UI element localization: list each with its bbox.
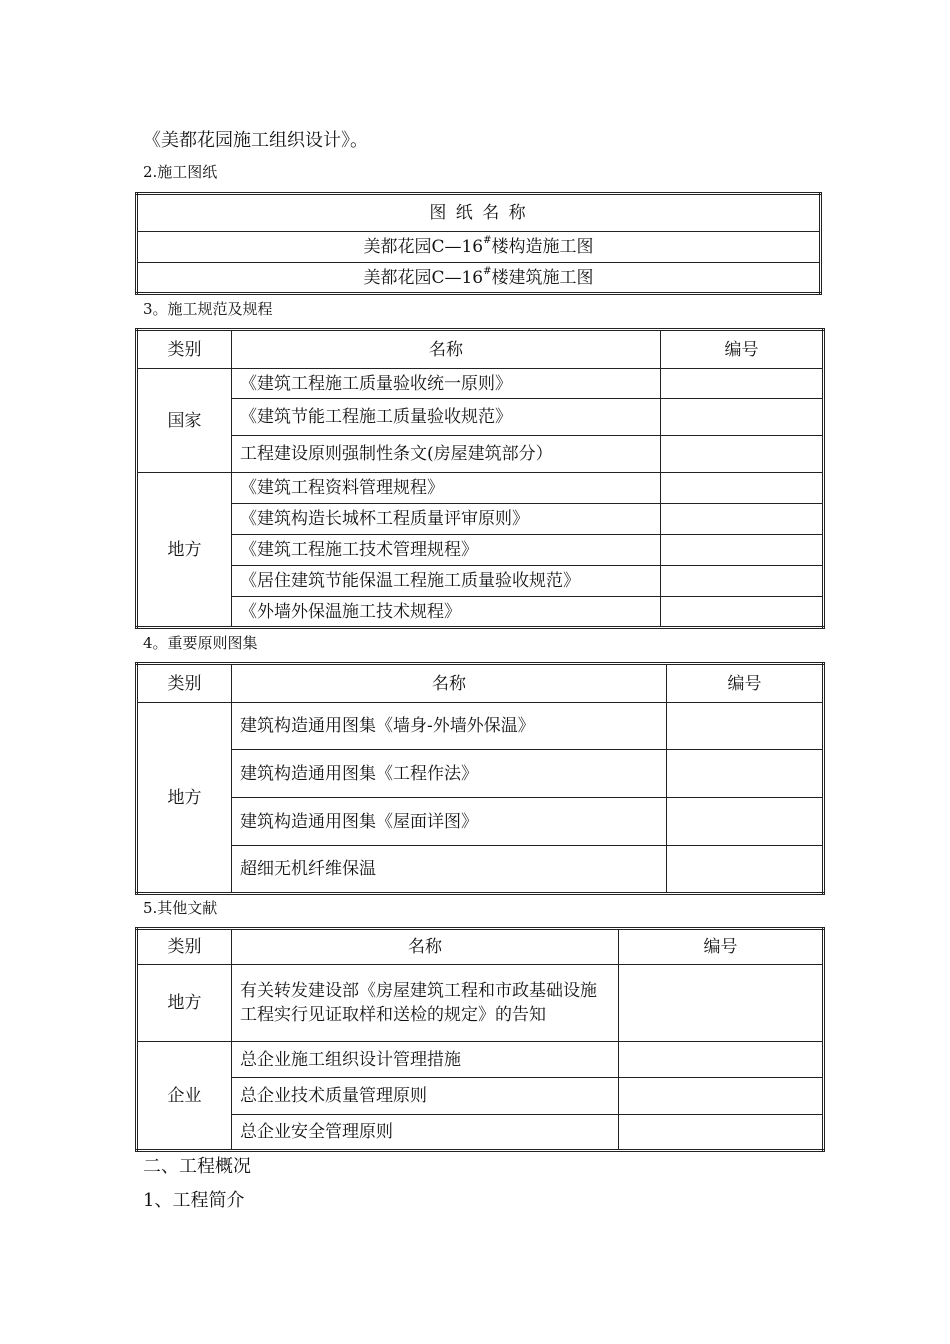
col-header-number: 编号 xyxy=(667,664,824,703)
col-header-name: 名称 xyxy=(232,664,667,703)
number-cell xyxy=(661,566,824,597)
number-cell xyxy=(667,750,824,798)
number-cell xyxy=(661,504,824,535)
sub-heading-intro: 1、工程简介 xyxy=(143,1190,245,1211)
col-header-name: 名称 xyxy=(232,929,619,965)
category-cell: 地方 xyxy=(137,473,232,628)
table-row: 工程建设原则强制性条文(房屋建筑部分） xyxy=(232,436,661,473)
category-cell: 企业 xyxy=(137,1042,232,1151)
table-row: 建筑构造通用图集《工程作法》 xyxy=(232,750,667,798)
section-heading-codes: 3。施工规范及规程 xyxy=(143,300,273,318)
number-cell xyxy=(619,1115,824,1151)
col-header-category: 类别 xyxy=(137,929,232,965)
col-header-category: 类别 xyxy=(137,664,232,703)
number-cell xyxy=(667,798,824,846)
number-cell xyxy=(661,597,824,628)
col-header-number: 编号 xyxy=(619,929,824,965)
col-header-category: 类别 xyxy=(137,330,232,369)
number-cell xyxy=(619,1078,824,1115)
number-cell xyxy=(619,965,824,1042)
intro-line: 《美都花园施工组织设计》。 xyxy=(143,130,368,151)
drawings-table xyxy=(135,192,822,295)
table-row: 建筑构造通用图集《屋面详图》 xyxy=(232,798,667,846)
category-cell: 国家 xyxy=(137,369,232,473)
table-row: 《建筑节能工程施工质量验收规范》 xyxy=(232,399,661,436)
part-heading-overview: 二、工程概况 xyxy=(143,1156,251,1177)
table-row: 美都花园C—16#楼建筑施工图 xyxy=(137,263,821,294)
table-row: 总企业技术质量管理原则 xyxy=(232,1078,619,1115)
table-row: 《居住建筑节能保温工程施工质量验收规范》 xyxy=(232,566,661,597)
drawings-table-header: 图 纸 名 称 xyxy=(137,194,821,232)
category-cell: 地方 xyxy=(137,703,232,894)
number-cell xyxy=(661,399,824,436)
category-cell: 地方 xyxy=(137,965,232,1042)
section-heading-other-docs: 5.其他文献 xyxy=(143,899,218,917)
table-row: 有关转发建设部《房屋建筑工程和市政基础设施工程实行见证取样和送检的规定》的告知 xyxy=(232,965,619,1042)
number-cell xyxy=(667,703,824,750)
number-cell xyxy=(619,1042,824,1078)
table-row: 《建筑工程施工质量验收统一原则》 xyxy=(232,369,661,399)
other-docs-table xyxy=(135,927,825,1152)
atlases-table xyxy=(135,662,825,895)
number-cell xyxy=(661,369,824,399)
number-cell xyxy=(661,473,824,504)
table-row: 《外墙外保温施工技术规程》 xyxy=(232,597,661,628)
number-cell xyxy=(667,846,824,894)
table-row: 《建筑工程资料管理规程》 xyxy=(232,473,661,504)
table-row: 总企业安全管理原则 xyxy=(232,1115,619,1151)
table-row: 《建筑工程施工技术管理规程》 xyxy=(232,535,661,566)
col-header-number: 编号 xyxy=(661,330,824,369)
section-heading-drawings: 2.施工图纸 xyxy=(143,163,218,181)
table-row: 美都花园C—16#楼构造施工图 xyxy=(137,232,821,263)
number-cell xyxy=(661,436,824,473)
col-header-name: 名称 xyxy=(232,330,661,369)
table-row: 《建筑构造长城杯工程质量评审原则》 xyxy=(232,504,661,535)
codes-table xyxy=(135,328,825,629)
table-row: 超细无机纤维保温 xyxy=(232,846,667,894)
table-row: 建筑构造通用图集《墙身-外墙外保温》 xyxy=(232,703,667,750)
table-row: 总企业施工组织设计管理措施 xyxy=(232,1042,619,1078)
number-cell xyxy=(661,535,824,566)
section-heading-atlases: 4。重要原则图集 xyxy=(143,634,258,652)
